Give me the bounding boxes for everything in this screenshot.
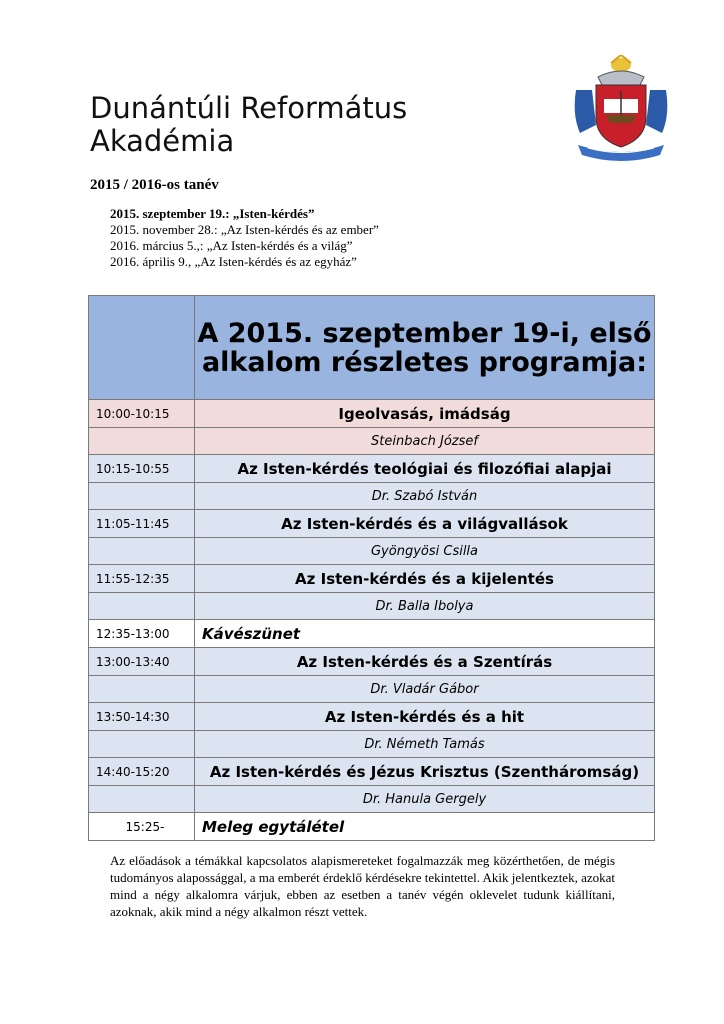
speaker-cell: Dr. Szabó István: [195, 483, 655, 510]
session-date-4: 2016. április 9., „Az Isten-kérdés és az egyház”: [110, 254, 357, 269]
table-row: [89, 648, 655, 676]
page-title: [90, 92, 407, 158]
academic-year: 2015 / 2016-os tanév: [90, 177, 219, 193]
session-date-2: 2015. november 28.: „Az Isten-kérdés és az ember”: [110, 222, 379, 237]
table-row: [89, 483, 655, 510]
speaker-cell: Dr. Balla Ibolya: [195, 593, 655, 620]
topic-cell: Az Isten-kérdés és a világvallások: [195, 510, 655, 538]
table-row: [89, 400, 655, 428]
session-date-1: 2015. szeptember 19.: „Isten-kérdés”: [110, 206, 315, 221]
time-cell-empty: [89, 786, 195, 813]
table-row: [89, 565, 655, 593]
speaker-cell: Dr. Vladár Gábor: [195, 676, 655, 703]
speaker-cell: Dr. Hanula Gergely: [195, 786, 655, 813]
table-row: [89, 703, 655, 731]
session-date-3: 2016. március 5.,: „Az Isten-kérdés és a világ”: [110, 238, 353, 253]
topic-cell: Az Isten-kérdés és a hit: [195, 703, 655, 731]
time-cell: 10:00-10:15: [89, 400, 195, 428]
topic-cell: Az Isten-kérdés és a kijelentés: [195, 565, 655, 593]
time-cell: 10:15-10:55: [89, 455, 195, 483]
time-cell: 11:05-11:45: [89, 510, 195, 538]
table-row: [89, 758, 655, 786]
table-row: [89, 428, 655, 455]
break-cell: Meleg egytálétel: [195, 813, 655, 841]
time-cell-empty: [89, 593, 195, 620]
speaker-cell: Dr. Németh Tamás: [195, 731, 655, 758]
table-row: [89, 813, 655, 841]
topic-cell: Igeolvasás, imádság: [195, 400, 655, 428]
time-cell-empty: [89, 483, 195, 510]
topic-cell: Az Isten-kérdés teológiai és filozófiai alapjai: [195, 455, 655, 483]
table-row: [89, 786, 655, 813]
speaker-cell: Gyöngyösi Csilla: [195, 538, 655, 565]
topic-cell: Az Isten-kérdés és a Szentírás: [195, 648, 655, 676]
program-header-row: [89, 296, 655, 400]
time-cell: 11:55-12:35: [89, 565, 195, 593]
break-cell: Kávészünet: [195, 620, 655, 648]
header-empty-cell: [89, 296, 195, 400]
time-cell: 12:35-13:00: [89, 620, 195, 648]
title-line-2: Akadémia: [90, 124, 235, 158]
table-row: [89, 510, 655, 538]
table-row: [89, 593, 655, 620]
time-cell-empty: [89, 428, 195, 455]
table-row: [89, 620, 655, 648]
time-cell-empty: [89, 538, 195, 565]
time-cell: 15:25-: [89, 813, 195, 841]
program-table: [88, 295, 655, 841]
time-cell: 14:40-15:20: [89, 758, 195, 786]
time-cell-empty: [89, 731, 195, 758]
topic-cell: Az Isten-kérdés és Jézus Krisztus (Szentháromság): [195, 758, 655, 786]
table-row: [89, 731, 655, 758]
table-row: [89, 538, 655, 565]
time-cell: 13:50-14:30: [89, 703, 195, 731]
footer-note: Az előadások a témákkal kapcsolatos alapismereteket fogalmazzák meg közérthetően, de mégis tudományos alapossággal, a ma emberét érdeklő kérdésekre tekintettel. Akik jelentkeztek, azokat mind a négy alkalomra várjuk, ebben az esetben a tanév végén oklevelet tudunk kiállítani, azoknak, akik mind a négy alkalmon részt vettek.: [110, 853, 616, 919]
speaker-cell: Steinbach József: [195, 428, 655, 455]
table-row: [89, 455, 655, 483]
time-cell-empty: [89, 676, 195, 703]
reformed-church-crest-icon: [568, 55, 674, 165]
session-dates-list: [110, 206, 379, 270]
table-row: [89, 676, 655, 703]
program-heading: A 2015. szeptember 19-i, első alkalom részletes programja:: [195, 296, 655, 400]
title-line-1: Dunántúli Református: [90, 91, 408, 125]
time-cell: 13:00-13:40: [89, 648, 195, 676]
